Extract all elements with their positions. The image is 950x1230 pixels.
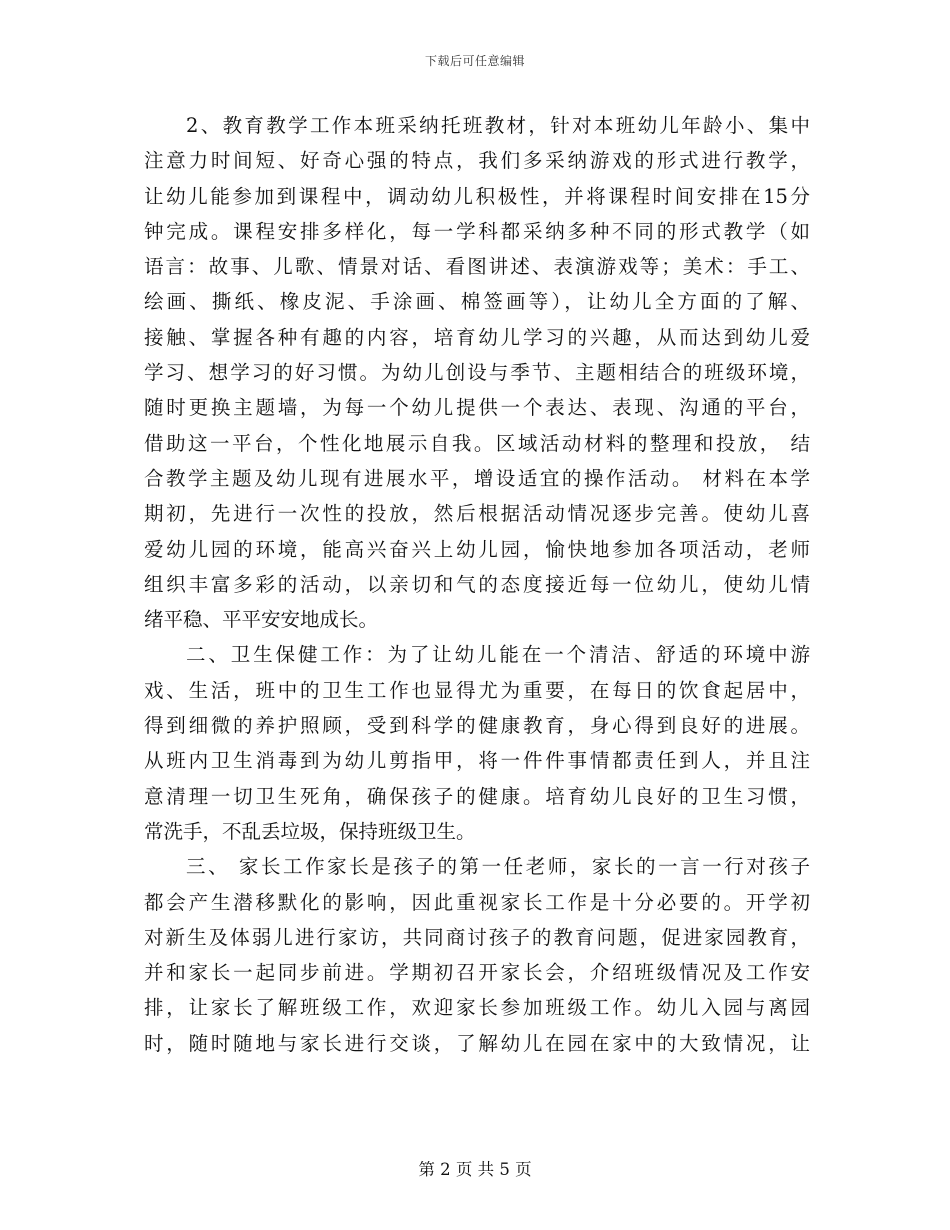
paragraph-teaching [144, 108, 810, 637]
paragraph-parents [144, 849, 810, 1061]
text-line: 排，让家长了解班级工作，欢迎家长参加班级工作。幼儿入园与离园 [144, 996, 810, 1020]
text-line: 得到细微的养护照顾，受到科学的健康教育，身心得到良好的进展。 [144, 714, 810, 738]
text-line: 合教学主题及幼儿现有进展水平，增设适宜的操作活动。 材料在本学 [144, 466, 810, 490]
text-line: 对新生及体弱儿进行家访，共同商讨孩子的教育问题，促进家园教育， [144, 925, 810, 949]
text-line: 时，随时随地与家长进行交谈，了解幼儿在园在家中的大致情况，让 [144, 1031, 810, 1055]
text-line: 戏、生活，班中的卫生工作也显得尤为重要，在每日的饮食起居中， [144, 678, 810, 702]
text-line: 2、教育教学工作本班采纳托班教材，针对本班幼儿年龄小、集中 [186, 114, 810, 137]
text-line: 组织丰富多彩的活动，以亲切和气的态度接近每一位幼儿，使幼儿情 [144, 572, 810, 596]
page-footer: 第 2 页 共 5 页 [418, 1160, 532, 1179]
text-line: 常洗手，不乱丢垃圾，保持班级卫生。 [144, 819, 476, 843]
text-line: 从班内卫生消毒到为幼儿剪指甲，将一件件事情都责任到人，并且注 [144, 749, 810, 773]
text-line: 并和家长一起同步前进。学期初召开家长会，介绍班级情况及工作安 [144, 961, 810, 985]
text-line: 随时更换主题墙，为每一个幼儿提供一个表达、表现、沟通的平台， [144, 396, 810, 420]
text-line: 都会产生潜移默化的影响，因此重视家长工作是十分必要的。开学初 [144, 890, 810, 914]
text-line: 借助这一平台，个性化地展示自我。区域活动材料的整理和投放， 结 [144, 431, 810, 455]
page-header: 下载后可任意编辑 [424, 54, 525, 68]
text-line: 期初，先进行一次性的投放，然后根据活动情况逐步完善。使幼儿喜 [144, 502, 810, 526]
text-line: 注意力时间短、好奇心强的特点，我们多采纳游戏的形式进行教学， [144, 149, 810, 173]
text-line: 爱幼儿园的环境，能高兴奋兴上幼儿园，愉快地参加各项活动，老师 [144, 537, 810, 561]
text-line: 三、 家长工作家长是孩子的第一任老师，家长的一言一行对孩子 [186, 855, 810, 879]
text-line: 钟完成。课程安排多样化，每一学科都采纳多种不同的形式教学（如 [144, 219, 810, 243]
text-line: 接触、掌握各种有趣的内容，培育幼儿学习的兴趣，从而达到幼儿爱 [144, 325, 810, 349]
text-line: 绘画、撕纸、橡皮泥、手涂画、棉签画等），让幼儿全方面的了解、 [144, 290, 810, 314]
text-line: 二、卫生保健工作：为了让幼儿能在一个清洁、舒适的环境中游 [186, 643, 810, 667]
paragraph-health [144, 637, 810, 849]
text-line: 绪平稳、平平安安地成长。 [144, 608, 379, 632]
text-line: 让幼儿能参加到课程中，调动幼儿积极性，并将课程时间安排在15分 [144, 184, 810, 208]
document-body [144, 108, 810, 1061]
text-line: 意清理一切卫生死角，确保孩子的健康。培育幼儿良好的卫生习惯， [144, 784, 810, 808]
text-line: 语言：故事、儿歌、情景对话、看图讲述、表演游戏等；美术：手工、 [144, 255, 810, 279]
text-line: 学习、想学习的好习惯。为幼儿创设与季节、主题相结合的班级环境， [144, 361, 810, 385]
